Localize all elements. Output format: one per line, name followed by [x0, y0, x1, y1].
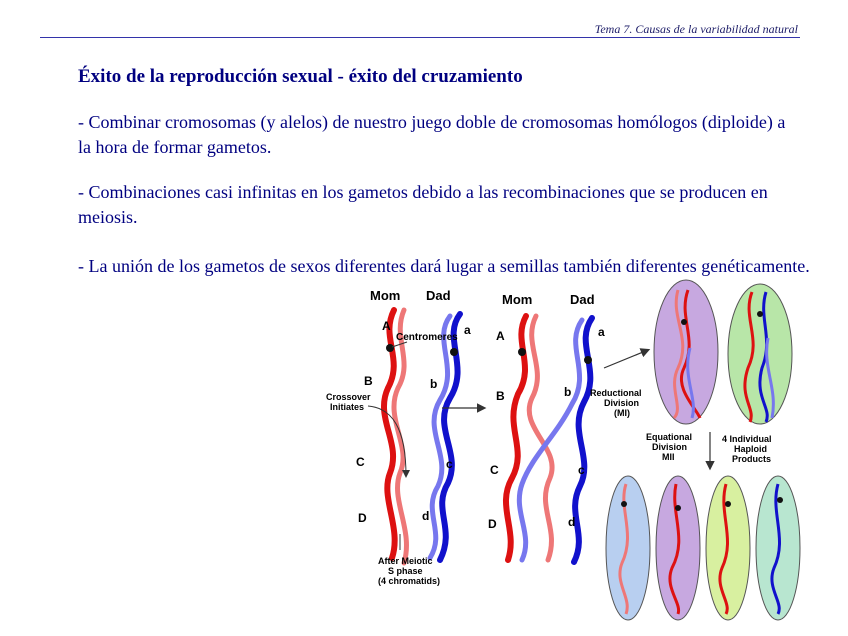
allele-d-2: d: [568, 515, 576, 529]
centromere-mom-2: [518, 348, 526, 356]
products-line3: Products: [732, 454, 772, 464]
equational-line3: MII: [662, 452, 675, 462]
after-meiotic-line3: (4 chromatids): [378, 576, 441, 586]
allele-B-2: B: [496, 389, 505, 403]
allele-D-2: D: [488, 517, 497, 531]
allele-C-1: C: [356, 455, 365, 469]
paragraph-2: - Combinaciones casi infinitas en los gametos debido a las recombinaciones que se producen en meiosis.: [78, 182, 768, 227]
centromeres-label: Centromeres: [396, 332, 458, 343]
mom-label-1: Mom: [370, 288, 401, 303]
after-meiotic-line1: After Meiotic: [378, 556, 433, 566]
allele-b-2: b: [564, 385, 572, 399]
centromere-dad-2: [584, 356, 592, 364]
cell-mi-right: [728, 284, 792, 424]
dad-label-1: Dad: [426, 288, 451, 303]
allele-C-2: C: [490, 463, 499, 477]
paragraph-1: - Combinar cromosomas (y alelos) de nuestro juego doble de cromosomas homólogos (diploide) a la hora de formar gametos.: [78, 112, 786, 157]
reductional-line1: Reductional: [590, 388, 642, 398]
reductional-line3: (MI): [614, 408, 630, 418]
allele-D-1: D: [358, 511, 367, 525]
dad-label-2: Dad: [570, 292, 595, 307]
allele-A-1: A: [382, 319, 391, 333]
meiosis-figure: [322, 278, 802, 628]
centromere-mom-1: [386, 344, 394, 352]
allele-d-1: d: [422, 509, 430, 523]
equational-line1: Equational: [646, 432, 693, 442]
crossover-label-line1: Crossover: [326, 392, 371, 402]
allele-b-1: b: [430, 377, 438, 391]
reductional-line2: Division: [604, 398, 640, 408]
centromere-dad-1: [450, 348, 458, 356]
products-line1: 4 Individual: [722, 434, 772, 444]
allele-a-2: a: [598, 325, 605, 339]
slide-title: Éxito de la reproducción sexual - éxito del cruzamiento: [78, 66, 523, 87]
allele-a-1: a: [464, 323, 471, 337]
after-meiotic-line2: S phase: [388, 566, 423, 576]
header-rule: [40, 37, 800, 38]
products-line2: Haploid: [734, 444, 767, 454]
header-topic: Tema 7. Causas de la variabilidad natural: [594, 22, 798, 36]
mom-label-2: Mom: [502, 292, 533, 307]
crossover-label-line2: Initiates: [330, 402, 365, 412]
allele-c-2: c: [578, 463, 585, 477]
allele-A-2: A: [496, 329, 505, 343]
allele-c-1: c: [446, 457, 453, 471]
allele-B-1: B: [364, 374, 373, 388]
page-header: [0, 20, 800, 40]
paragraph-3: - La unión de los gametos de sexos diferentes dará lugar a semillas también diferentes genéticamente.: [78, 256, 810, 276]
equational-line2: Division: [652, 442, 688, 452]
